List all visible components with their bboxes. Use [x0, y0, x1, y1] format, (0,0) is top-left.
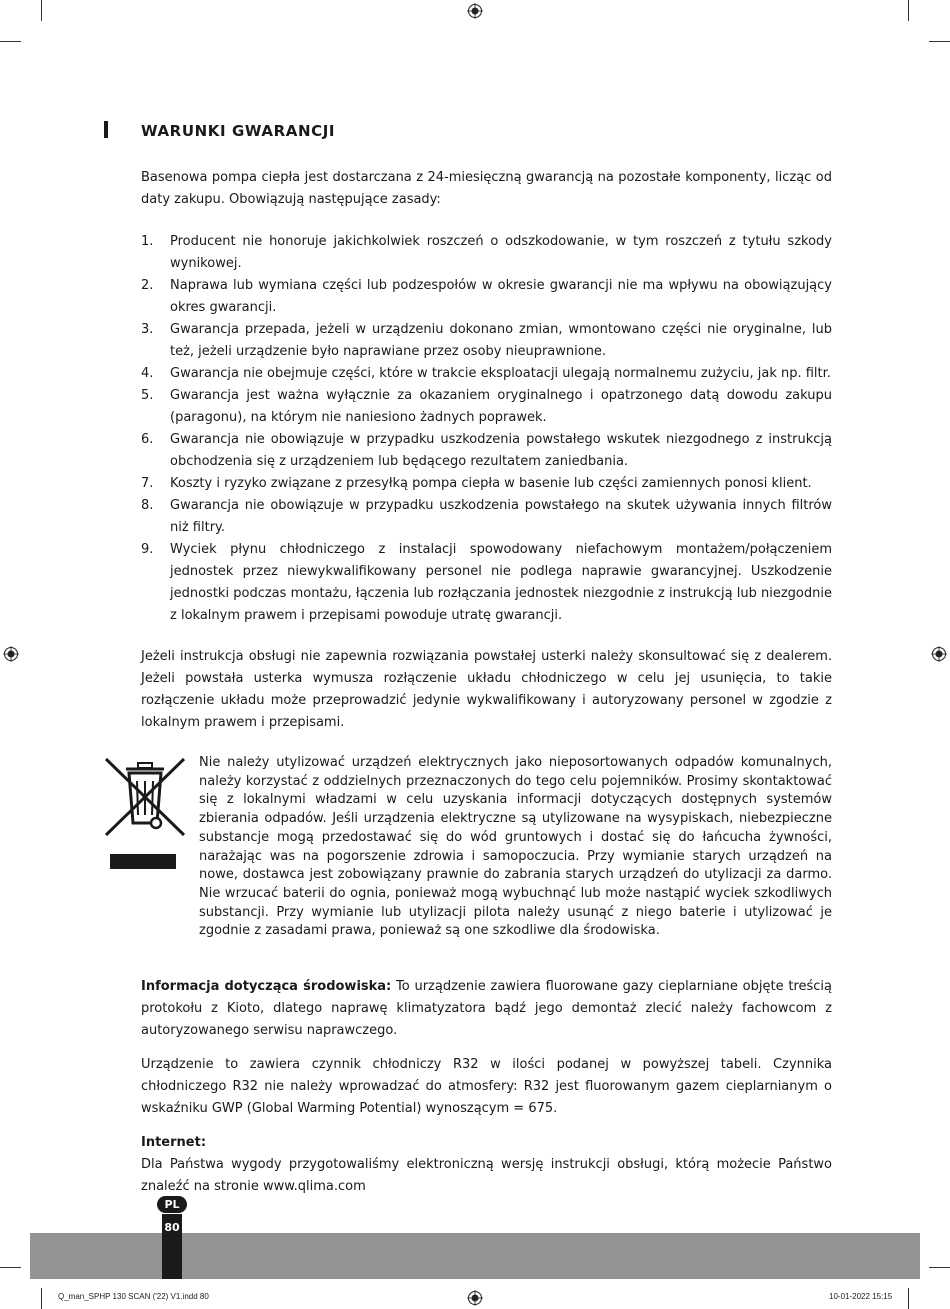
list-item-number: 3.: [141, 322, 154, 337]
list-item-number: 9.: [141, 542, 154, 557]
list-item-number: 2.: [141, 278, 154, 293]
list-item: [141, 473, 832, 495]
list-item: [141, 495, 832, 539]
list-item: [141, 275, 832, 319]
crop-mark: [908, 0, 909, 21]
registration-mark-icon: [467, 3, 483, 19]
list-item-number: 5.: [141, 388, 154, 403]
list-item-text: Wyciek płynu chłodniczego z instalacji spowodowany niefachowym montażem/połączeniem jednostek przez niewykwalifikowany personel nie podlega naprawie gwarancyjnej. Uszkodzenie jednostki podczas montażu, łączenia lub rozłączania jednostek niezgodnie z instrukcją lub niezgodnie z lokalnym prawem i przepisami powoduje utratę gwarancji.: [170, 542, 832, 623]
language-badge: PL: [157, 1196, 187, 1213]
environment-label: Informacja dotycząca środowiska:: [141, 979, 392, 994]
environment-paragraph: [141, 976, 832, 1042]
list-item: [141, 363, 832, 385]
warranty-conditions-list: [141, 231, 832, 627]
internet-paragraph: [141, 1132, 832, 1198]
crop-mark: [0, 41, 21, 42]
intro-paragraph: Basenowa pompa ciepła jest dostarczana z 24-miesięczną gwarancją na pozostałe komponenty, licząc od daty zakupu. Obowiązują następujące zasady:: [141, 170, 832, 207]
list-item-number: 4.: [141, 366, 154, 381]
list-item: [141, 385, 832, 429]
crop-mark: [929, 41, 950, 42]
list-item: [141, 539, 832, 627]
crop-mark: [908, 1288, 909, 1309]
list-item-text: Gwarancja przepada, jeżeli w urządzeniu dokonano zmian, wmontowano części nie oryginalne, lub też, jeżeli urządzenie było naprawiane przez osoby nieuprawnione.: [170, 322, 832, 359]
print-date: 10-01-2022 15:15: [829, 1292, 893, 1301]
list-item-text: Naprawa lub wymiana części lub podzespołów w okresie gwarancji nie ma wpływu na obowiązujący okres gwarancji.: [170, 278, 832, 315]
file-slug: Q_man_SPHP 130 SCAN ('22) V1.indd 80: [58, 1292, 209, 1301]
list-item-text: Gwarancja jest ważna wyłącznie za okazaniem oryginalnego i opatrzonego datą dowodu zakupu (paragonu), na którym nie naniesiono żadnych poprawek.: [170, 388, 832, 425]
list-item-number: 8.: [141, 498, 154, 513]
registration-mark-icon: [3, 646, 19, 662]
list-item-number: 7.: [141, 476, 154, 491]
crossed-out-wheelie-bin-icon: [104, 755, 186, 870]
crop-mark: [41, 1288, 42, 1309]
registration-mark-icon: [931, 646, 947, 662]
list-item-text: Producent nie honoruje jakichkolwiek roszczeń o odszkodowanie, w tym roszczeń z tytułu szkody wynikowej.: [170, 234, 832, 271]
section-marker: [104, 121, 108, 138]
list-item-text: Koszty i ryzyko związane z przesyłką pompa ciepła w basenie lub części zamiennych ponosi klient.: [170, 476, 812, 491]
list-item-number: 6.: [141, 432, 154, 447]
list-item-text: Gwarancja nie obowiązuje w przypadku uszkodzenia powstałego na skutek używania innych filtrów niż filtry.: [170, 498, 832, 535]
list-item-text: Gwarancja nie obejmuje części, które w trakcie eksploatacji ulegają normalnemu zużyciu, jak np. filtr.: [170, 366, 831, 381]
registration-mark-icon: [467, 1290, 483, 1306]
page-title: WARUNKI GWARANCJI: [141, 122, 336, 140]
crop-mark: [929, 1267, 950, 1268]
page-number: 80: [164, 1221, 180, 1234]
list-item-number: 1.: [141, 234, 154, 249]
internet-text: Dla Państwa wygody przygotowaliśmy elektroniczną wersję instrukcji obsługi, którą możecie Państwo znaleźć na stronie www.qlima.com: [141, 1157, 832, 1194]
environment-text: To urządzenie zawiera fluorowane gazy cieplarniane objęte treścią protokołu z Kioto, dlatego naprawę klimatyzatora bądź jego demontaż zlecić należy fachowcom z autoryzowanego serwisu naprawczego.: [141, 979, 832, 1038]
weee-disposal-paragraph: Nie należy utylizować urządzeń elektrycznych jako nieposortowanych odpadów komunalnych, należy korzystać z oddzielnych przeznaczonych do tego celu pojemników. Prosimy skontaktować się z lokalnymi władzami w celu uzyskania informacji dotyczących dostępnych systemów zbierania odpadów. Jeśli urządzenia elektryczne są utylizowane na wysypiskach, niebezpieczne substancje mogą przedostawać się do wód gruntowych i dostać się do łańcucha żywności, narażając was na pogorszenie zdrowia i samopoczucia. Przy wymianie starych urządzeń na nowe, dostawca jest zobowiązany prawnie do zabrania starych urządzeń do utylizacji za darmo. Nie wrzucać baterii do ognia, ponieważ mogą wybuchnąć lub może nastąpić wyciek szkodliwych substancji. Przy wymianie lub utylizacji pilota należy usunąć z niego baterie i utylizować je zgodnie z zasadami prawa, ponieważ są one szkodliwe dla środowiska.: [199, 755, 832, 939]
crop-mark: [0, 1267, 21, 1268]
refrigerant-paragraph: Urządzenie to zawiera czynnik chłodniczy R32 w ilości podanej w powyższej tabeli. Czynnika chłodniczego R32 nie należy wprowadzać do atmosfery: R32 jest fluorowanym gazem cieplarnianym o wskaźniku GWP (Global Warming Potential) wynoszącym = 675.: [141, 1057, 832, 1116]
list-item: [141, 429, 832, 473]
dealer-note-paragraph: Jeżeli instrukcja obsługi nie zapewnia rozwiązania powstałej usterki należy skonsultować się z dealerem. Jeżeli powstała usterka wymusza rozłączenie układu chłodniczego w celu jej usunięcia, to takie rozłączenie układu może przeprowadzić jedynie wykwalifikowany i autoryzowany personel w zgodzie z lokalnym prawem i przepisami.: [141, 649, 832, 730]
list-item: [141, 231, 832, 275]
internet-label: Internet:: [141, 1135, 207, 1150]
list-item-text: Gwarancja nie obowiązuje w przypadku uszkodzenia powstałego wskutek niezgodnego z instrukcją obchodzenia się z urządzeniem lub będącego rezultatem zaniedbania.: [170, 432, 832, 469]
crop-mark: [41, 0, 42, 21]
list-item: [141, 319, 832, 363]
